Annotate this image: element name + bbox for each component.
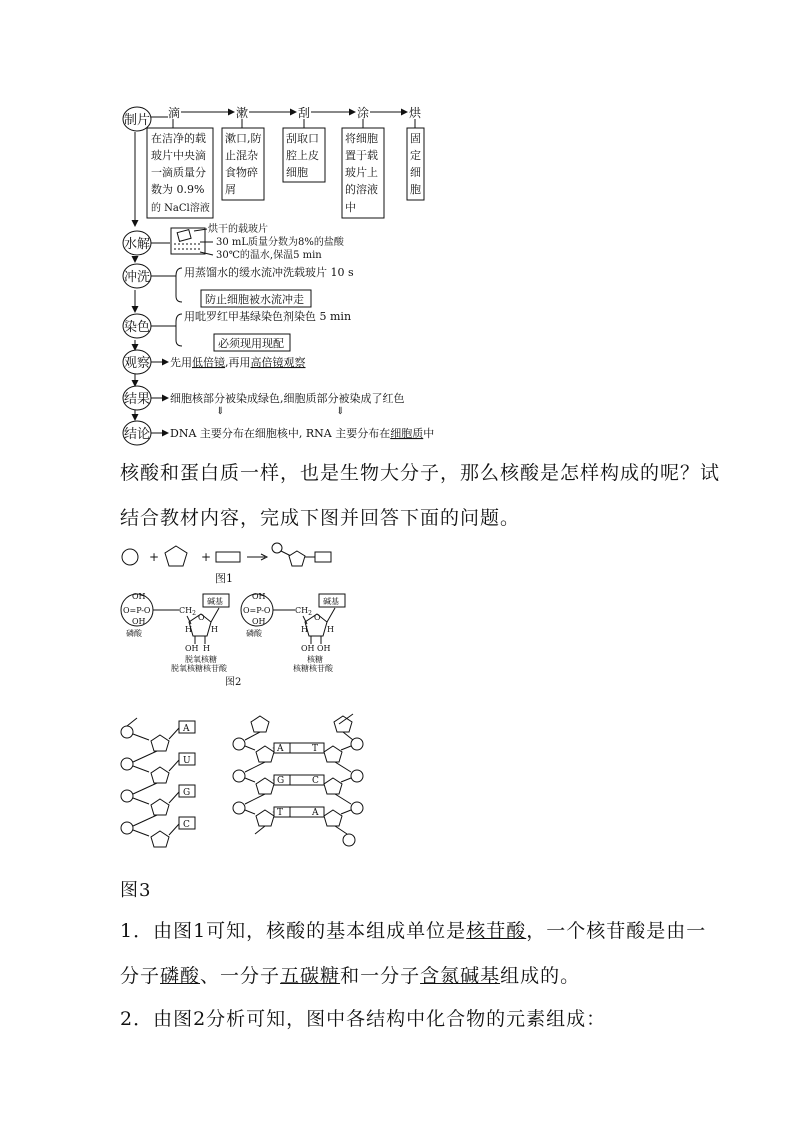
- svg-text:核糖: 核糖: [307, 655, 323, 664]
- svg-text:涂: 涂: [357, 106, 370, 120]
- svg-text:H: H: [211, 625, 218, 634]
- svg-text:漱口,防: 漱口,防: [225, 132, 262, 145]
- fig3-caption: 图3: [120, 880, 152, 901]
- svg-text:的 NaCl溶液: 的 NaCl溶液: [151, 203, 210, 214]
- svg-text:CH2: $CH_2$: [179, 606, 196, 617]
- observe-text: 先用低倍镜,再用高倍镜观察: [170, 356, 306, 369]
- prep-box-scrape: [283, 128, 325, 182]
- svg-text:碱基: 碱基: [207, 597, 223, 606]
- svg-text:O: O: [198, 613, 205, 622]
- svg-text:细胞: 细胞: [286, 166, 308, 179]
- step-shuijie: [123, 231, 151, 255]
- svg-text:OH: OH: [301, 644, 315, 653]
- svg-text:核糖核苷酸: 核糖核苷酸: [293, 664, 333, 673]
- svg-text:制片: 制片: [123, 113, 151, 128]
- dna-base-label: T: [277, 808, 284, 818]
- rna-base-label: U: [183, 756, 191, 766]
- stain-text: 用吡罗红甲基绿染色剂染色 5 min: [184, 310, 352, 323]
- dna-base-label: T: [312, 744, 319, 754]
- svg-text:30℃的温水,保温5 min: 30℃的温水,保温5 min: [216, 250, 322, 261]
- svg-text:脱氧核糖: 脱氧核糖: [185, 655, 217, 664]
- svg-text:O=P-O: O=P-O: [243, 606, 271, 615]
- svg-text:+: +: [149, 550, 160, 564]
- deoxyribonucleotide-structure: [121, 592, 229, 673]
- svg-text:在洁净的载: 在洁净的载: [151, 132, 206, 145]
- intro-line-1: 核酸和蛋白质一样，也是生物大分子，那么核酸是怎样构成的呢？试: [120, 462, 721, 484]
- svg-text:30 mL质量分数为8%的盐酸: 30 mL质量分数为8%的盐酸: [216, 237, 344, 248]
- svg-text:刮: 刮: [298, 106, 311, 120]
- svg-text:滴: 滴: [168, 106, 181, 120]
- question-1-line-1: 1．由图1可知，核酸的基本组成单位是核苷酸，一个核苷酸是由一: [120, 920, 707, 942]
- svg-text:冲洗: 冲洗: [123, 270, 151, 285]
- svg-text:防止细胞被水流冲走: 防止细胞被水流冲走: [205, 293, 304, 306]
- svg-text:玻片上: 玻片上: [345, 166, 378, 179]
- prep-box-smear: [342, 128, 384, 218]
- step-ranse: [123, 314, 151, 338]
- svg-text:OH: OH: [252, 617, 266, 626]
- down-arrow-icon: ⇓: [336, 406, 345, 417]
- svg-text:+: +: [201, 550, 212, 564]
- svg-text:固: 固: [410, 132, 421, 145]
- result-text: 细胞核部分被染成绿色,细胞质部分被染成了红色: [170, 392, 405, 405]
- svg-text:OH: OH: [317, 644, 331, 653]
- svg-text:漱: 漱: [236, 106, 249, 120]
- svg-text:一滴质量分: 一滴质量分: [151, 166, 206, 179]
- rna-base-label: A: [183, 724, 190, 734]
- rinse-text: 用蒸馏水的缓水流冲洗载玻片 10 s: [184, 266, 354, 279]
- svg-text:观察: 观察: [123, 356, 151, 371]
- svg-text:烘干的载玻片: 烘干的载玻片: [208, 224, 268, 235]
- svg-text:胞: 胞: [410, 183, 421, 196]
- svg-text:烘: 烘: [409, 106, 422, 120]
- ribonucleotide-structure: [241, 592, 345, 673]
- svg-text:细: 细: [410, 166, 421, 179]
- phosphate-circle-icon: [122, 549, 138, 565]
- svg-text:H: H: [203, 644, 210, 653]
- dna-double-strand: [233, 714, 363, 846]
- svg-text:中: 中: [345, 201, 356, 214]
- prep-box-fix: [407, 128, 424, 200]
- svg-text:腔上皮: 腔上皮: [286, 149, 319, 162]
- svg-text:OH: OH: [132, 617, 146, 626]
- beaker-icon: [151, 228, 213, 255]
- step-guancha: [123, 350, 151, 374]
- fig2-caption: 图2: [225, 677, 242, 688]
- rinse-box: [201, 290, 311, 307]
- svg-text:OH: OH: [252, 592, 266, 601]
- svg-text:染色: 染色: [123, 320, 151, 335]
- svg-text:水解: 水解: [123, 237, 151, 252]
- svg-text:屑: 屑: [225, 183, 236, 196]
- svg-text:OH: OH: [132, 592, 146, 601]
- prep-box-drip: [147, 128, 213, 218]
- svg-text:置于载: 置于载: [345, 149, 378, 162]
- svg-text:结果: 结果: [123, 392, 151, 407]
- figure-1: [115, 540, 355, 588]
- dna-base-label: C: [312, 776, 319, 786]
- svg-text:数为 0.9%: 数为 0.9%: [151, 183, 205, 196]
- phosphate-label: 磷酸: [126, 629, 142, 638]
- dna-base-label: G: [277, 776, 285, 786]
- svg-text:食物碎: 食物碎: [225, 166, 258, 179]
- step-chongxi: [123, 264, 151, 288]
- prep-box-rinse-mouth: [222, 128, 264, 200]
- svg-text:脱氧核糖核苷酸: 脱氧核糖核苷酸: [171, 664, 227, 673]
- svg-text:H: H: [327, 625, 334, 634]
- nucleotide-icon: [272, 543, 331, 566]
- svg-text:结论: 结论: [123, 427, 151, 442]
- experiment-flowchart: [0, 95, 794, 455]
- intro-line-2: 结合教材内容，完成下图并回答下面的问题。: [120, 507, 521, 529]
- svg-text:O: O: [314, 613, 321, 622]
- hydrolysis-notes: [208, 222, 345, 261]
- svg-text:的溶液: 的溶液: [345, 183, 378, 196]
- svg-text:磷酸: 磷酸: [246, 629, 262, 638]
- rna-base-label: C: [183, 820, 190, 830]
- svg-text:OH: OH: [185, 644, 199, 653]
- step-jieguo: [123, 386, 151, 410]
- fig1-caption: 图1: [215, 572, 233, 585]
- svg-text:H: H: [185, 625, 192, 634]
- step-zhipian: [123, 107, 151, 131]
- base-rect-icon: [216, 552, 240, 562]
- dna-base-label: A: [312, 808, 319, 818]
- step-jielun: [123, 421, 151, 445]
- svg-text:碱基: 碱基: [323, 597, 339, 606]
- question-2: 2．由图2分析可知，图中各结构中化合物的元素组成：: [120, 1008, 607, 1030]
- dna-base-label: A: [277, 744, 284, 754]
- figure-2: [115, 588, 375, 688]
- rna-base-label: G: [183, 788, 191, 798]
- conclusion-text: DNA 主要分布在细胞核中, RNA 主要分布在细胞质中: [170, 427, 435, 440]
- down-arrow-icon: ⇓: [216, 406, 225, 417]
- svg-text:玻片中央滴: 玻片中央滴: [151, 149, 206, 162]
- svg-text:将细胞: 将细胞: [345, 132, 378, 145]
- svg-text:定: 定: [410, 149, 421, 162]
- svg-text:刮取口: 刮取口: [286, 132, 319, 145]
- pentose-pentagon-icon: [165, 546, 187, 566]
- question-1-line-2: 分子磷酸、一分子五碳糖和一分子含氮碱基组成的。: [120, 965, 581, 987]
- svg-text:O=P-O: O=P-O: [123, 606, 151, 615]
- svg-text:CH2: $CH_2$: [295, 606, 312, 617]
- svg-text:H: H: [301, 625, 308, 634]
- figure-3: [115, 710, 375, 855]
- svg-text:止混杂: 止混杂: [225, 149, 258, 162]
- stain-box: [214, 334, 290, 351]
- svg-text:必须现用现配: 必须现用现配: [218, 337, 284, 350]
